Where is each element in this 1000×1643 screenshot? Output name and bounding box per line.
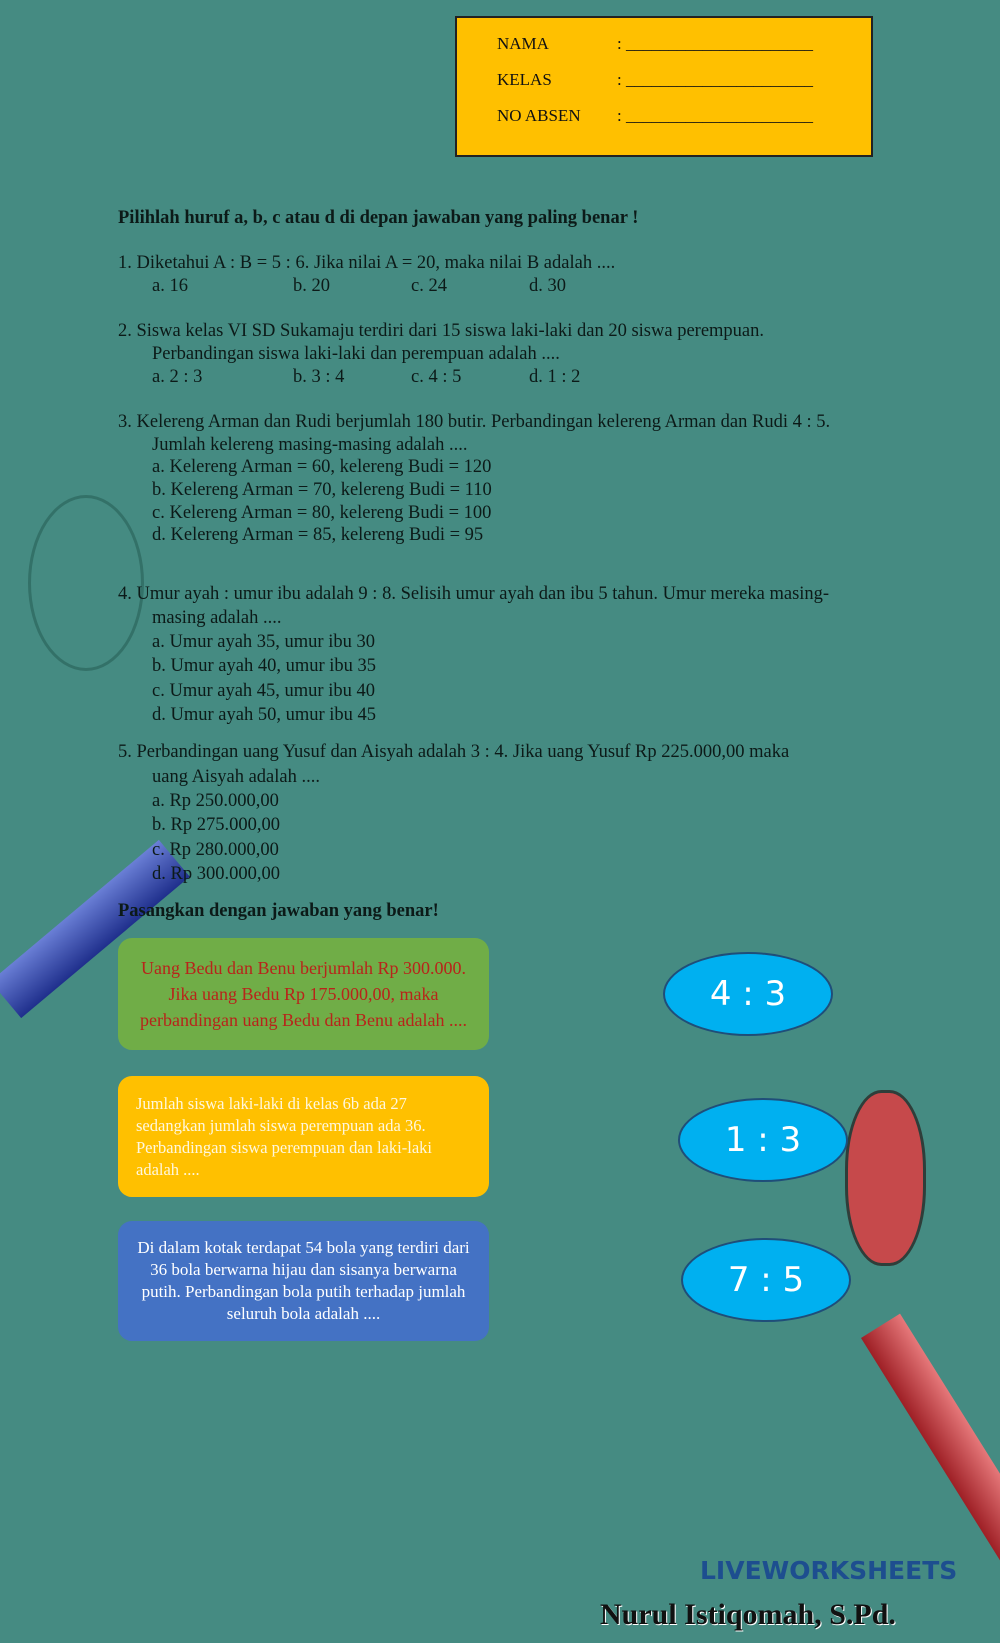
q2-option-c[interactable]: c. 4 : 5 [411, 367, 462, 387]
author-name: Nurul Istiqomah, S.Pd. [600, 1598, 896, 1631]
match-answer-3[interactable]: 7 : 5 [681, 1238, 851, 1322]
match-prompt-1[interactable] [118, 938, 489, 1050]
absen-label: NO ABSEN [497, 106, 581, 125]
match-answer-2[interactable]: 1 : 3 [678, 1098, 848, 1182]
q4-option-b[interactable]: b. Umur ayah 40, umur ibu 35 [152, 656, 377, 676]
q1-option-a[interactable]: a. 16 [152, 276, 188, 296]
question-3-line2: Jumlah kelereng masing-masing adalah .... [152, 435, 468, 455]
absen-blank[interactable]: : ______________________ [617, 106, 813, 125]
q2-option-b[interactable]: b. 3 : 4 [293, 367, 345, 387]
class-label: KELAS [497, 70, 552, 89]
name-label: NAMA [497, 34, 549, 53]
name-field[interactable] [497, 34, 813, 54]
pencil-red-decoration [861, 1314, 1000, 1593]
q3-option-b[interactable]: b. Kelereng Arman = 70, kelereng Budi = 110 [152, 480, 492, 500]
match-prompt-3[interactable] [118, 1221, 489, 1341]
match-prompt-1-text: Uang Bedu dan Benu berjumlah Rp 300.000. Jika uang Bedu Rp 175.000,00, maka perbandingan uang Bedu dan Benu adalah .... [140, 958, 467, 1030]
q1-option-b[interactable]: b. 20 [293, 276, 330, 296]
q3-option-a[interactable]: a. Kelereng Arman = 60, kelereng Budi = 120 [152, 457, 492, 477]
liveworksheets-watermark: LIVEWORKSHEETS [700, 1556, 958, 1585]
q4-option-c[interactable]: c. Umur ayah 45, umur ibu 40 [152, 681, 375, 701]
q2-option-a[interactable]: a. 2 : 3 [152, 367, 203, 387]
instruction: Pilihlah huruf a, b, c atau d di depan jawaban yang paling benar ! [118, 208, 639, 228]
match-prompt-2[interactable] [118, 1076, 489, 1197]
question-3: 3. Kelereng Arman dan Rudi berjumlah 180 butir. Perbandingan kelereng Arman dan Rudi 4 : 5. [118, 412, 831, 432]
match-prompt-2-text: Jumlah siswa laki-laki di kelas 6b ada 27 sedangkan jumlah siswa perempuan ada 36. Perbandingan siswa perempuan dan laki-laki adalah .... [136, 1093, 432, 1179]
class-field[interactable] [497, 70, 813, 90]
class-blank[interactable]: : ______________________ [617, 70, 813, 89]
question-5-line2: uang Aisyah adalah .... [152, 767, 320, 787]
q4-option-a[interactable]: a. Umur ayah 35, umur ibu 30 [152, 632, 375, 652]
student-info-box [455, 16, 873, 157]
match-answer-1[interactable]: 4 : 3 [663, 952, 833, 1036]
question-1: 1. Diketahui A : B = 5 : 6. Jika nilai A = 20, maka nilai B adalah .... [118, 253, 616, 273]
q5-option-a[interactable]: a. Rp 250.000,00 [152, 791, 279, 811]
q4-option-d[interactable]: d. Umur ayah 50, umur ibu 45 [152, 705, 377, 725]
red-shape-decoration [845, 1090, 926, 1266]
q3-option-c[interactable]: c. Kelereng Arman = 80, kelereng Budi = 100 [152, 503, 492, 523]
q3-option-d[interactable]: d. Kelereng Arman = 85, kelereng Budi = 95 [152, 525, 484, 545]
name-blank[interactable]: : ______________________ [617, 34, 813, 53]
question-4: 4. Umur ayah : umur ibu adalah 9 : 8. Selisih umur ayah dan ibu 5 tahun. Umur mereka masing- [118, 584, 830, 604]
question-2-line2: Perbandingan siswa laki-laki dan perempuan adalah .... [152, 344, 560, 364]
absen-field[interactable] [497, 106, 813, 126]
question-5: 5. Perbandingan uang Yusuf dan Aisyah adalah 3 : 4. Jika uang Yusuf Rp 225.000,00 maka [118, 742, 790, 762]
q5-option-b[interactable]: b. Rp 275.000,00 [152, 815, 280, 835]
matching-title: Pasangkan dengan jawaban yang benar! [118, 901, 439, 921]
q5-option-c[interactable]: c. Rp 280.000,00 [152, 840, 279, 860]
match-prompt-3-text: Di dalam kotak terdapat 54 bola yang terdiri dari 36 bola berwarna hijau dan sisanya berwarna putih. Perbandingan bola putih terhadap jumlah seluruh bola adalah .... [137, 1238, 470, 1323]
palette-decoration [28, 495, 144, 671]
q2-option-d[interactable]: d. 1 : 2 [529, 367, 581, 387]
q5-option-d[interactable]: d. Rp 300.000,00 [152, 864, 280, 884]
question-2: 2. Siswa kelas VI SD Sukamaju terdiri dari 15 siswa laki-laki dan 20 siswa perempuan. [118, 321, 765, 341]
q1-option-d[interactable]: d. 30 [529, 276, 566, 296]
question-4-line2: masing adalah .... [152, 608, 282, 628]
q1-option-c[interactable]: c. 24 [411, 276, 447, 296]
